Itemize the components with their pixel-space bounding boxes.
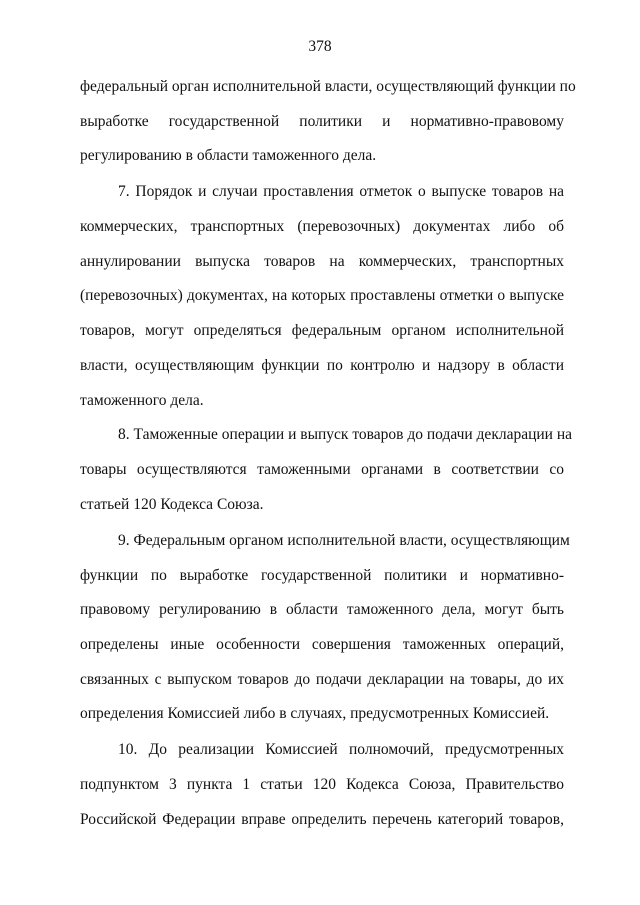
text-line: связанных с выпуском товаров до подачи декларации на товары, до их <box>80 671 564 688</box>
text-line: статьей 120 Кодекса Союза. <box>80 496 264 513</box>
text-line: 8. Таможенные операции и выпуск товаров до подачи декларации на <box>118 426 573 443</box>
text-line: регулированию в области таможенного дела. <box>80 147 377 164</box>
text-line: выработке государственной политики и нормативно-правовому <box>80 113 564 130</box>
text-line: таможенного дела. <box>80 392 204 409</box>
text-line: федеральный орган исполнительной власти, осуществляющий функции по <box>80 78 576 95</box>
text-line: власти, осуществляющим функции по контролю и надзору в области <box>80 357 564 374</box>
text-line: (перевозочных) документах, на которых проставлены отметки о выпуске <box>80 287 564 304</box>
text-line: определены иные особенности совершения таможенных операций, <box>80 636 564 653</box>
text-line: 9. Федеральным органом исполнительной власти, осуществляющим <box>118 532 570 549</box>
text-line: 7. Порядок и случаи проставления отметок о выпуске товаров на <box>118 183 564 200</box>
text-line: определения Комиссией либо в случаях, предусмотренных Комиссией. <box>80 705 550 722</box>
text-line: Российской Федерации вправе определить перечень категорий товаров, <box>80 811 564 828</box>
text-line: аннулировании выпуска товаров на коммерческих, транспортных <box>80 253 564 270</box>
page-number: 378 <box>308 38 332 55</box>
text-line: товаров, могут определяться федеральным органом исполнительной <box>80 322 564 339</box>
text-line: товары осуществляются таможенными органами в соответствии со <box>80 461 564 478</box>
text-line: подпунктом 3 пункта 1 статьи 120 Кодекса Союза, Правительство <box>80 776 564 793</box>
text-line: правовому регулированию в области таможенного дела, могут быть <box>80 601 564 618</box>
text-line: функции по выработке государственной политики и нормативно- <box>80 567 564 584</box>
text-line: 10. До реализации Комиссией полномочий, предусмотренных <box>118 741 564 758</box>
text-line: коммерческих, транспортных (перевозочных) документах либо об <box>80 218 564 235</box>
